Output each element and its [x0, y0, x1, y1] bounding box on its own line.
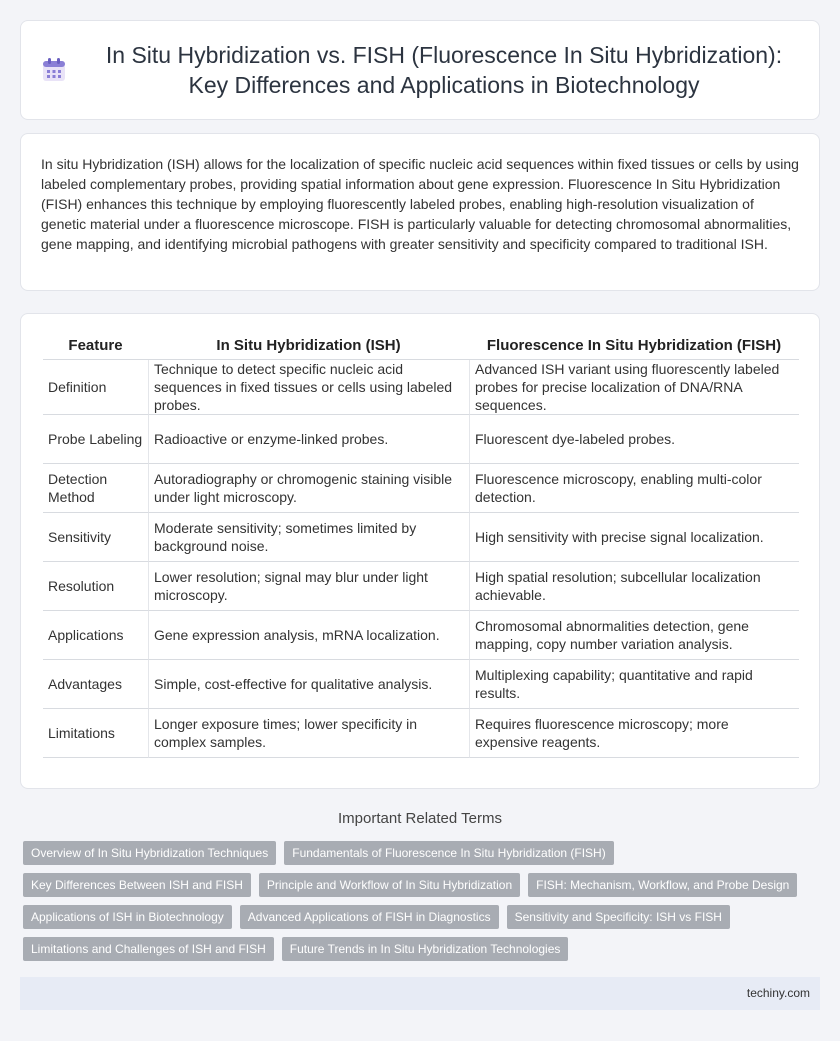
ish-cell: Moderate sensitivity; sometimes limited by background noise. — [148, 513, 469, 562]
ish-cell: Gene expression analysis, mRNA localization. — [148, 611, 469, 660]
table-row — [43, 562, 799, 611]
fish-cell: Advanced ISH variant using fluorescently labeled probes for precise localization of DNA/RNA sequences. — [469, 360, 799, 415]
related-tag[interactable]: Overview of In Situ Hybridization Techniques — [23, 841, 276, 865]
related-tag[interactable]: Key Differences Between ISH and FISH — [23, 873, 251, 897]
header-feature: Feature — [43, 332, 148, 360]
ish-cell: Technique to detect specific nucleic acid sequences in fixed tissues or cells using labeled probes. — [148, 360, 469, 415]
ish-cell: Longer exposure times; lower specificity in complex samples. — [148, 709, 469, 758]
feature-cell: Probe Labeling — [43, 415, 148, 464]
table-row — [43, 360, 799, 415]
related-tag[interactable]: Advanced Applications of FISH in Diagnostics — [240, 905, 499, 929]
related-tag[interactable]: Principle and Workflow of In Situ Hybridization — [259, 873, 520, 897]
feature-cell: Limitations — [43, 709, 148, 758]
ish-cell: Lower resolution; signal may blur under light microscopy. — [148, 562, 469, 611]
table-header-row — [43, 332, 799, 360]
intro-card — [20, 133, 820, 291]
table-row — [43, 611, 799, 660]
related-tag[interactable]: Sensitivity and Specificity: ISH vs FISH — [507, 905, 730, 929]
fish-cell: Requires fluorescence microscopy; more expensive reagents. — [469, 709, 799, 758]
fish-cell: Fluorescence microscopy, enabling multi-color detection. — [469, 464, 799, 513]
table-row — [43, 660, 799, 709]
intro-text: In situ Hybridization (ISH) allows for the localization of specific nucleic acid sequences within fixed tissues or cells by using labeled complementary probes, providing spatial information about gene expression. Fluorescence In Situ Hybridization (FISH) enhances this technique by employing fluorescently labeled probes, enabling high-resolution visualization of genetic material under a fluorescence microscope. FISH is particularly valuable for detecting chromosomal abnormalities, gene mapping, and identifying microbial pathogens with greater sensitivity and specificity compared to traditional ISH. — [41, 156, 799, 252]
feature-cell: Detection Method — [43, 464, 148, 513]
table-row — [43, 709, 799, 758]
header-fish: Fluorescence In Situ Hybridization (FISH) — [469, 332, 799, 360]
related-tag[interactable]: Limitations and Challenges of ISH and FISH — [23, 937, 274, 961]
header-ish: In Situ Hybridization (ISH) — [148, 332, 469, 360]
related-tag[interactable]: Applications of ISH in Biotechnology — [23, 905, 232, 929]
related-tag[interactable]: Future Trends in In Situ Hybridization Technologies — [282, 937, 569, 961]
fish-cell: High sensitivity with precise signal localization. — [469, 513, 799, 562]
footer — [20, 977, 820, 1010]
calendar-icon — [41, 57, 67, 83]
related-tag[interactable]: FISH: Mechanism, Workflow, and Probe Design — [528, 873, 797, 897]
related-tags — [20, 841, 820, 969]
ish-cell: Radioactive or enzyme-linked probes. — [148, 415, 469, 464]
feature-cell: Applications — [43, 611, 148, 660]
header-card — [20, 20, 820, 120]
fish-cell: High spatial resolution; subcellular localization achievable. — [469, 562, 799, 611]
related-tag[interactable]: Fundamentals of Fluorescence In Situ Hybridization (FISH) — [284, 841, 613, 865]
table-row — [43, 513, 799, 562]
table-row — [43, 464, 799, 513]
feature-cell: Sensitivity — [43, 513, 148, 562]
feature-cell: Definition — [43, 360, 148, 415]
page-title: In Situ Hybridization vs. FISH (Fluorescence In Situ Hybridization): Key Differences and Applications in Biotechnology — [105, 42, 783, 98]
footer-site-link[interactable]: techiny.com — [746, 986, 810, 1000]
fish-cell: Fluorescent dye-labeled probes. — [469, 415, 799, 464]
fish-cell: Chromosomal abnormalities detection, gene mapping, copy number variation analysis. — [469, 611, 799, 660]
related-terms-section — [20, 810, 820, 969]
feature-cell: Advantages — [43, 660, 148, 709]
ish-cell: Simple, cost-effective for qualitative analysis. — [148, 660, 469, 709]
fish-cell: Multiplexing capability; quantitative and rapid results. — [469, 660, 799, 709]
ish-cell: Autoradiography or chromogenic staining visible under light microscopy. — [148, 464, 469, 513]
table-row — [43, 415, 799, 464]
related-terms-title: Important Related Terms — [338, 810, 502, 827]
feature-cell: Resolution — [43, 562, 148, 611]
comparison-table — [43, 332, 799, 758]
comparison-table-card — [20, 313, 820, 789]
